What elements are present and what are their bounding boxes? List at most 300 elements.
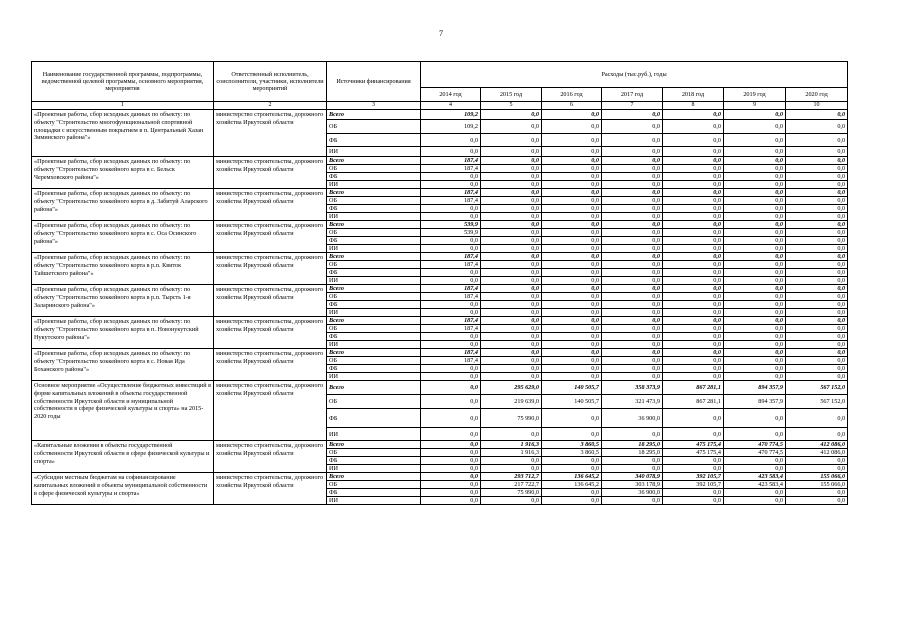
table-row	[32, 349, 848, 357]
expense-value: 0,0	[786, 205, 848, 213]
measure-name: «Проектные работы, сбор исходных данных по объекту: по объекту "Строительство хоккейного корта в с. Бельск Черемховского района"»	[32, 157, 214, 189]
column-number: 3	[327, 102, 421, 110]
expense-value: 0,0	[542, 261, 602, 269]
expense-value: 0,0	[724, 181, 786, 189]
expense-value: 0,0	[602, 325, 663, 333]
expense-value: 0,0	[421, 365, 481, 373]
expense-value: 0,0	[663, 365, 724, 373]
expense-value: 0,0	[542, 120, 602, 134]
header-year: 2019 год	[724, 88, 786, 102]
expense-value: 303 178,9	[602, 481, 663, 489]
expense-value: 0,0	[786, 365, 848, 373]
expense-value: 0,0	[421, 497, 481, 505]
expense-value: 0,0	[542, 333, 602, 341]
expense-value: 0,0	[786, 110, 848, 120]
expense-value: 0,0	[421, 373, 481, 381]
expense-value: 0,0	[481, 341, 542, 349]
expense-value: 0,0	[786, 189, 848, 197]
responsible-executor: министерство строительства, дорожного хозяйства Иркутской области	[214, 189, 327, 221]
expense-value: 109,2	[421, 120, 481, 134]
expense-value: 0,0	[421, 473, 481, 481]
expense-value: 0,0	[786, 221, 848, 229]
expense-value: 0,0	[421, 449, 481, 457]
expense-value: 0,0	[663, 497, 724, 505]
expense-value: 0,0	[602, 181, 663, 189]
expense-value: 0,0	[663, 165, 724, 173]
expense-value: 0,0	[786, 197, 848, 205]
expense-value: 0,0	[481, 317, 542, 325]
expense-value: 0,0	[602, 317, 663, 325]
expense-value: 0,0	[602, 189, 663, 197]
expense-value: 3 860,5	[542, 441, 602, 449]
expense-value: 0,0	[786, 301, 848, 309]
responsible-executor: министерство строительства, дорожного хозяйства Иркутской области	[214, 349, 327, 381]
expense-value: 0,0	[663, 465, 724, 473]
expense-value: 0,0	[786, 489, 848, 497]
expense-value: 0,0	[542, 189, 602, 197]
expense-value: 0,0	[663, 205, 724, 213]
expense-value: 0,0	[786, 409, 848, 428]
expense-value: 0,0	[481, 213, 542, 221]
expense-value: 0,0	[663, 409, 724, 428]
expense-value: 0,0	[421, 309, 481, 317]
expense-value: 0,0	[421, 237, 481, 245]
expense-value: 0,0	[481, 110, 542, 120]
expense-value: 0,0	[724, 293, 786, 301]
expense-value: 0,0	[724, 221, 786, 229]
funding-source: ИИ	[327, 147, 421, 157]
expense-value: 0,0	[602, 197, 663, 205]
funding-source: ИИ	[327, 277, 421, 285]
expense-value: 217 722,7	[481, 481, 542, 489]
expense-value: 0,0	[602, 309, 663, 317]
column-number: 7	[602, 102, 663, 110]
expense-value: 0,0	[542, 357, 602, 365]
expense-value: 0,0	[724, 157, 786, 165]
expense-value: 0,0	[481, 457, 542, 465]
expense-value: 0,0	[602, 221, 663, 229]
expense-value: 0,0	[421, 457, 481, 465]
expense-value: 36 900,0	[602, 489, 663, 497]
expense-value: 0,0	[724, 409, 786, 428]
expense-value: 867 281,1	[663, 395, 724, 409]
funding-source: ФБ	[327, 269, 421, 277]
responsible-executor: министерство строительства, дорожного хозяйства Иркутской области	[214, 110, 327, 157]
expense-value: 0,0	[421, 269, 481, 277]
expense-value: 0,0	[421, 465, 481, 473]
expense-value: 0,0	[542, 428, 602, 441]
expense-value: 0,0	[542, 221, 602, 229]
expense-value: 219 639,0	[481, 395, 542, 409]
expense-value: 0,0	[481, 365, 542, 373]
measure-name: «Проектные работы, сбор исходных данных по объекту: по объекту "Строительство хоккейного корта в с. Оса Осинского района"»	[32, 221, 214, 253]
expense-value: 0,0	[481, 165, 542, 173]
expense-value: 0,0	[421, 489, 481, 497]
expense-value: 0,0	[786, 497, 848, 505]
expense-value: 0,0	[663, 333, 724, 341]
column-number: 2	[214, 102, 327, 110]
expense-value: 0,0	[786, 237, 848, 245]
expense-value: 0,0	[724, 229, 786, 237]
expense-value: 1 916,3	[481, 441, 542, 449]
expense-value: 0,0	[663, 181, 724, 189]
expense-value: 0,0	[542, 409, 602, 428]
header-expenses: Расходы (тыс.руб.), годы	[421, 62, 848, 88]
expense-value: 0,0	[786, 269, 848, 277]
header-year: 2017 год	[602, 88, 663, 102]
expense-value: 0,0	[421, 147, 481, 157]
expense-value: 0,0	[724, 277, 786, 285]
expense-value: 0,0	[542, 489, 602, 497]
table-row	[32, 157, 848, 165]
expense-value: 0,0	[602, 349, 663, 357]
responsible-executor: министерство строительства, дорожного хозяйства Иркутской области	[214, 157, 327, 189]
expense-value: 0,0	[724, 110, 786, 120]
funding-source: Всего	[327, 317, 421, 325]
funding-source: ФБ	[327, 489, 421, 497]
expense-value: 136 645,2	[542, 481, 602, 489]
header-source: Источники финансирования	[327, 62, 421, 102]
funding-source: ИИ	[327, 181, 421, 189]
expense-value: 0,0	[481, 349, 542, 357]
expense-value: 0,0	[602, 134, 663, 147]
expense-value: 0,0	[786, 253, 848, 261]
expense-value: 0,0	[542, 110, 602, 120]
expense-value: 0,0	[602, 110, 663, 120]
expense-value: 0,0	[724, 373, 786, 381]
funding-source: Всего	[327, 110, 421, 120]
expense-value: 0,0	[663, 197, 724, 205]
expense-value: 0,0	[602, 237, 663, 245]
expense-value: 187,4	[421, 325, 481, 333]
expense-value: 0,0	[421, 205, 481, 213]
funding-source: ФБ	[327, 457, 421, 465]
header-year: 2016 год	[542, 88, 602, 102]
funding-source: Всего	[327, 189, 421, 197]
measure-name: «Проектные работы, сбор исходных данных по объекту: по объекту "Строительство хоккейного корта в п. Новонукутский Нукутского района"»	[32, 317, 214, 349]
expense-value: 75 990,0	[481, 489, 542, 497]
expense-value: 0,0	[724, 197, 786, 205]
table-row	[32, 110, 848, 120]
expense-value: 0,0	[786, 157, 848, 165]
expense-value: 0,0	[481, 189, 542, 197]
expense-value: 0,0	[724, 301, 786, 309]
funding-source: ОБ	[327, 449, 421, 457]
funding-source: ИИ	[327, 428, 421, 441]
expense-value: 0,0	[602, 261, 663, 269]
expense-value: 1 916,3	[481, 449, 542, 457]
expense-value: 0,0	[724, 349, 786, 357]
expense-value: 0,0	[602, 497, 663, 505]
expense-value: 0,0	[602, 269, 663, 277]
expense-value: 36 900,0	[602, 409, 663, 428]
funding-source: ОБ	[327, 229, 421, 237]
funding-source: ФБ	[327, 237, 421, 245]
funding-source: ИИ	[327, 341, 421, 349]
funding-source: ИИ	[327, 309, 421, 317]
expense-value: 0,0	[724, 253, 786, 261]
expense-value: 0,0	[602, 333, 663, 341]
expense-value: 0,0	[724, 165, 786, 173]
expense-value: 0,0	[663, 357, 724, 365]
expense-value: 0,0	[542, 301, 602, 309]
expense-value: 0,0	[421, 395, 481, 409]
expense-value: 0,0	[421, 134, 481, 147]
expense-value: 0,0	[481, 333, 542, 341]
expense-value: 0,0	[542, 293, 602, 301]
expense-value: 0,0	[421, 481, 481, 489]
expense-value: 0,0	[542, 157, 602, 165]
responsible-executor: министерство строительства, дорожного хозяйства Иркутской области	[214, 441, 327, 473]
expense-value: 18 295,0	[602, 441, 663, 449]
expense-value: 0,0	[542, 181, 602, 189]
funding-source: ИИ	[327, 213, 421, 221]
expense-value: 0,0	[481, 181, 542, 189]
expense-value: 0,0	[481, 157, 542, 165]
expense-value: 0,0	[786, 309, 848, 317]
expense-value: 0,0	[542, 205, 602, 213]
expense-value: 475 175,4	[663, 441, 724, 449]
expense-value: 0,0	[786, 277, 848, 285]
column-number: 10	[786, 102, 848, 110]
table-row	[32, 317, 848, 325]
expense-value: 0,0	[421, 333, 481, 341]
expense-value: 0,0	[481, 229, 542, 237]
responsible-executor: министерство строительства, дорожного хозяйства Иркутской области	[214, 285, 327, 317]
expense-value: 140 505,7	[542, 395, 602, 409]
expense-value: 75 990,0	[481, 409, 542, 428]
column-number: 5	[481, 102, 542, 110]
expense-value: 567 152,0	[786, 381, 848, 395]
expense-value: 0,0	[542, 285, 602, 293]
header-year: 2015 год	[481, 88, 542, 102]
expense-value: 0,0	[481, 237, 542, 245]
expense-value: 423 583,4	[724, 473, 786, 481]
expense-value: 0,0	[724, 457, 786, 465]
funding-source: ИИ	[327, 245, 421, 253]
expense-value: 392 105,7	[663, 473, 724, 481]
expense-value: 0,0	[481, 261, 542, 269]
expense-value: 0,0	[663, 157, 724, 165]
expense-value: 0,0	[542, 134, 602, 147]
expense-value: 0,0	[724, 357, 786, 365]
funding-source: ОБ	[327, 165, 421, 173]
expense-value: 470 774,5	[724, 449, 786, 457]
expense-value: 187,4	[421, 293, 481, 301]
funding-source: ОБ	[327, 481, 421, 489]
header-year: 2014 год	[421, 88, 481, 102]
expense-value: 0,0	[602, 253, 663, 261]
expense-value: 0,0	[542, 365, 602, 373]
expense-value: 470 774,5	[724, 441, 786, 449]
expense-value: 0,0	[724, 489, 786, 497]
responsible-executor: министерство строительства, дорожного хозяйства Иркутской области	[214, 381, 327, 441]
expense-value: 0,0	[421, 441, 481, 449]
expense-value: 392 105,7	[663, 481, 724, 489]
expense-value: 0,0	[786, 181, 848, 189]
expense-value: 0,0	[786, 317, 848, 325]
expense-value: 340 078,9	[602, 473, 663, 481]
expense-value: 187,4	[421, 317, 481, 325]
expense-value: 0,0	[542, 253, 602, 261]
expense-value: 0,0	[602, 120, 663, 134]
expense-value: 187,4	[421, 165, 481, 173]
expense-value: 0,0	[663, 134, 724, 147]
expense-value: 0,0	[542, 269, 602, 277]
expense-value: 0,0	[663, 213, 724, 221]
funding-source: ФБ	[327, 409, 421, 428]
expense-value: 412 086,0	[786, 449, 848, 457]
expense-value: 0,0	[421, 173, 481, 181]
expense-value: 0,0	[786, 373, 848, 381]
expense-value: 0,0	[663, 237, 724, 245]
expense-value: 0,0	[786, 285, 848, 293]
expense-value: 0,0	[724, 213, 786, 221]
expense-value: 0,0	[542, 245, 602, 253]
expense-value: 0,0	[786, 457, 848, 465]
expense-value: 0,0	[663, 277, 724, 285]
funding-source: Всего	[327, 253, 421, 261]
funding-source: Всего	[327, 221, 421, 229]
responsible-executor: министерство строительства, дорожного хозяйства Иркутской области	[214, 317, 327, 349]
funding-source: ОБ	[327, 395, 421, 409]
expense-value: 0,0	[663, 317, 724, 325]
expense-value: 0,0	[481, 173, 542, 181]
expense-value: 0,0	[481, 325, 542, 333]
expense-value: 0,0	[481, 134, 542, 147]
expense-value: 0,0	[602, 157, 663, 165]
measure-name: «Проектные работы, сбор исходных данных по объекту: по объекту "Строительство хоккейного корта в р.п. Тырсть 1-я Заларинского района"»	[32, 285, 214, 317]
expense-value: 0,0	[663, 110, 724, 120]
funding-source: ОБ	[327, 357, 421, 365]
expense-value: 0,0	[724, 333, 786, 341]
expense-value: 0,0	[542, 325, 602, 333]
table-row	[32, 381, 848, 395]
expense-value: 0,0	[481, 285, 542, 293]
expense-value: 0,0	[663, 301, 724, 309]
funding-source: Всего	[327, 381, 421, 395]
expense-value: 0,0	[724, 497, 786, 505]
table-row	[32, 253, 848, 261]
expense-value: 0,0	[602, 428, 663, 441]
measure-name: «Капитальные вложения в объекты государственной собственности Иркутской области в сфере физической культуры и спорта»	[32, 441, 214, 473]
measure-name: «Проектные работы, сбор исходных данных по объекту: по объекту "Строительство хоккейного корта в р.п. Квиток Тайшетского района"»	[32, 253, 214, 285]
table-row	[32, 221, 848, 229]
expense-value: 0,0	[663, 309, 724, 317]
expense-value: 0,0	[786, 229, 848, 237]
header-responsible: Ответственный исполнитель, соисполнители, участники, исполнители мероприятий	[214, 62, 327, 102]
expense-value: 0,0	[421, 341, 481, 349]
expense-value: 0,0	[481, 277, 542, 285]
expense-value: 109,2	[421, 110, 481, 120]
expense-value: 0,0	[602, 245, 663, 253]
expense-value: 0,0	[542, 197, 602, 205]
column-number: 1	[32, 102, 214, 110]
expense-value: 0,0	[542, 341, 602, 349]
funding-source: ОБ	[327, 293, 421, 301]
expense-value: 0,0	[481, 293, 542, 301]
expense-value: 867 281,1	[663, 381, 724, 395]
page-number: 7	[439, 29, 443, 38]
expense-value: 0,0	[602, 357, 663, 365]
expense-value: 0,0	[786, 465, 848, 473]
column-number: 9	[724, 102, 786, 110]
expense-value: 0,0	[663, 253, 724, 261]
expense-value: 0,0	[663, 428, 724, 441]
expense-value: 0,0	[602, 293, 663, 301]
expense-value: 0,0	[663, 173, 724, 181]
expense-value: 0,0	[602, 173, 663, 181]
expense-value: 0,0	[421, 277, 481, 285]
column-number: 4	[421, 102, 481, 110]
expense-value: 0,0	[663, 457, 724, 465]
expense-value: 0,0	[724, 365, 786, 373]
header-name: Наименование государственной программы, подпрограммы, ведомственной целевой программы, основного мероприятия, мероприятия	[32, 62, 214, 102]
expense-value: 539,9	[421, 221, 481, 229]
table-row	[32, 285, 848, 293]
expense-value: 0,0	[481, 253, 542, 261]
expense-value: 0,0	[602, 229, 663, 237]
expense-value: 0,0	[724, 173, 786, 181]
expense-value: 0,0	[481, 309, 542, 317]
expense-value: 0,0	[724, 317, 786, 325]
expense-value: 0,0	[542, 165, 602, 173]
expense-value: 0,0	[542, 457, 602, 465]
expense-value: 140 505,7	[542, 381, 602, 395]
expense-value: 0,0	[724, 261, 786, 269]
funding-source: ИИ	[327, 465, 421, 473]
measure-name: «Проектные работы, сбор исходных данных по объекту: по объекту "Строительство многофункциональной спортивной площадки с искусственным покрытием в п. Центральный Хазан Зиминского района"»	[32, 110, 214, 157]
expense-value: 293 712,7	[481, 473, 542, 481]
expense-value: 0,0	[602, 213, 663, 221]
expense-value: 0,0	[663, 349, 724, 357]
expense-value: 0,0	[786, 333, 848, 341]
header-year: 2018 год	[663, 88, 724, 102]
expense-value: 0,0	[724, 428, 786, 441]
expense-value: 0,0	[421, 181, 481, 189]
expense-value: 0,0	[542, 277, 602, 285]
expense-value: 0,0	[481, 301, 542, 309]
expense-value: 0,0	[663, 285, 724, 293]
funding-source: Всего	[327, 473, 421, 481]
expense-value: 187,4	[421, 253, 481, 261]
column-number: 8	[663, 102, 724, 110]
funding-source: ФБ	[327, 205, 421, 213]
expense-value: 0,0	[421, 381, 481, 395]
expense-value: 539,9	[421, 229, 481, 237]
expense-value: 0,0	[663, 189, 724, 197]
expense-value: 567 152,0	[786, 395, 848, 409]
expense-value: 0,0	[724, 189, 786, 197]
responsible-executor: министерство строительства, дорожного хозяйства Иркутской области	[214, 473, 327, 505]
expense-value: 894 357,9	[724, 395, 786, 409]
expense-value: 0,0	[602, 457, 663, 465]
funding-source: ОБ	[327, 325, 421, 333]
expense-value: 0,0	[421, 245, 481, 253]
expense-value: 0,0	[786, 293, 848, 301]
header-year: 2020 год	[786, 88, 848, 102]
expense-value: 0,0	[481, 197, 542, 205]
funding-source: Всего	[327, 349, 421, 357]
expense-value: 295 629,0	[481, 381, 542, 395]
expense-value: 0,0	[724, 325, 786, 333]
expense-value: 0,0	[602, 465, 663, 473]
expense-value: 0,0	[663, 373, 724, 381]
funding-source: ФБ	[327, 365, 421, 373]
expense-value: 0,0	[663, 341, 724, 349]
funding-source: Всего	[327, 157, 421, 165]
expense-value: 0,0	[542, 317, 602, 325]
